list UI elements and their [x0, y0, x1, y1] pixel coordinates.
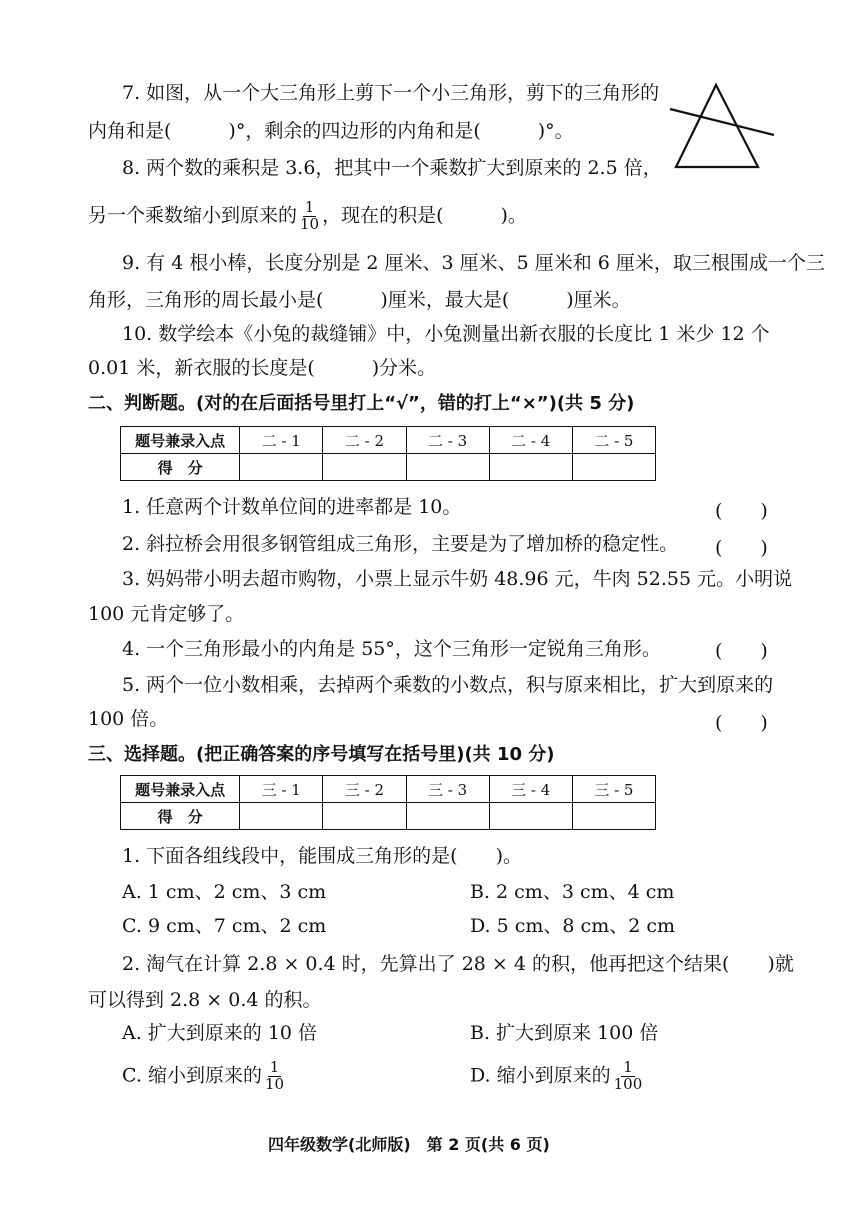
frac-num: 1 — [269, 1058, 280, 1076]
score-table-header-label: 题号兼录入点 — [121, 776, 240, 803]
score-table-score-label: 得 分 — [121, 803, 240, 830]
q8-frac-num: 1 — [304, 198, 315, 216]
score-table-col: 三 - 1 — [240, 776, 323, 803]
q10-line1: 10. 数学绘本《小兔的裁缝铺》中，小兔测量出新衣服的长度比 1 米少 12 个 — [122, 323, 770, 345]
judge-item-3-line1: 3. 妈妈带小明去超市购物，小票上显示牛奶 48.96 元，牛肉 52.55 元。小明说 — [122, 568, 793, 590]
score-table-col: 三 - 4 — [489, 776, 572, 803]
q8-line2-pre: 另一个乘数缩小到原来的 — [88, 204, 298, 227]
section3-title: 三、选择题。(把正确答案的序号填写在括号里)(共 10 分) — [88, 744, 555, 765]
score-table-col: 二 - 5 — [572, 427, 655, 454]
score-cell[interactable] — [572, 803, 655, 830]
q8-frac-den: 10 — [300, 214, 320, 233]
judge-item-5-line2: 100 倍。 — [88, 708, 169, 730]
score-table-col: 二 - 4 — [489, 427, 572, 454]
choice-q2-option-c[interactable] — [122, 1060, 287, 1093]
answer-paren[interactable]: ( ) — [715, 500, 768, 522]
score-table-col: 二 - 3 — [406, 427, 489, 454]
q8-line2-post: ，现在的积是( )。 — [322, 204, 527, 227]
choice-q1-stem: 1. 下面各组线段中，能围成三角形的是( )。 — [122, 845, 522, 867]
score-cell[interactable] — [240, 803, 323, 830]
answer-paren[interactable]: ( ) — [715, 712, 768, 734]
answer-paren[interactable]: ( ) — [715, 537, 768, 559]
score-cell[interactable] — [406, 454, 489, 481]
q9-line1: 9. 有 4 根小棒，长度分别是 2 厘米、3 厘米、5 厘米和 6 厘米，取三根围成一个三 — [122, 252, 825, 274]
page-footer: 四年级数学(北师版) 第 2 页(共 6 页) — [268, 1135, 550, 1154]
choice-q2-option-d[interactable] — [470, 1060, 645, 1093]
score-cell[interactable] — [323, 454, 406, 481]
choice-q2-option-b[interactable]: B. 扩大到原来 100 倍 — [470, 1022, 659, 1044]
score-table-col: 二 - 1 — [240, 427, 323, 454]
choice-q1-option-a[interactable]: A. 1 cm、2 cm、3 cm — [122, 881, 327, 903]
score-cell[interactable] — [406, 803, 489, 830]
score-cell[interactable] — [489, 803, 572, 830]
judge-item-5-line1: 5. 两个一位小数相乘，去掉两个乘数的小数点，积与原来相比，扩大到原来的 — [122, 674, 774, 696]
section2-score-table — [120, 426, 656, 481]
choice-q2-line2: 可以得到 2.8 × 0.4 的积。 — [88, 989, 322, 1011]
choice-q1-option-d[interactable]: D. 5 cm、8 cm、2 cm — [470, 915, 675, 937]
q8-fraction — [298, 200, 321, 233]
score-table-col: 三 - 2 — [323, 776, 406, 803]
frac-den: 100 — [613, 1074, 643, 1093]
choice-q2-option-a[interactable]: A. 扩大到原来的 10 倍 — [122, 1022, 318, 1044]
score-table-score-label: 得 分 — [121, 454, 240, 481]
judge-item-2: 2. 斜拉桥会用很多钢管组成三角形，主要是为了增加桥的稳定性。 — [122, 533, 679, 555]
score-table-col: 三 - 5 — [572, 776, 655, 803]
score-cell[interactable] — [323, 803, 406, 830]
option-d-fraction — [612, 1060, 645, 1093]
section2-title: 二、判断题。(对的在后面括号里打上“√”，错的打上“×”)(共 5 分) — [88, 393, 635, 414]
score-cell[interactable] — [240, 454, 323, 481]
frac-den: 10 — [264, 1074, 285, 1093]
option-c-text: C. 缩小到原来的 — [122, 1064, 262, 1087]
option-c-fraction — [263, 1060, 286, 1093]
score-cell[interactable] — [572, 454, 655, 481]
q7-line2: 内角和是( )°，剩余的四边形的内角和是( )°。 — [88, 120, 574, 142]
choice-q1-option-c[interactable]: C. 9 cm、7 cm、2 cm — [122, 915, 327, 937]
section3-score-table — [120, 775, 656, 830]
score-cell[interactable] — [489, 454, 572, 481]
frac-num: 1 — [623, 1058, 633, 1076]
triangle-figure — [668, 80, 778, 175]
score-table-header-label: 题号兼录入点 — [121, 427, 240, 454]
judge-item-4: 4. 一个三角形最小的内角是 55°，这个三角形一定锐角三角形。 — [122, 638, 661, 660]
q9-line2: 角形，三角形的周长最小是( )厘米，最大是( )厘米。 — [88, 289, 631, 311]
q7-line1: 7. 如图，从一个大三角形上剪下一个小三角形，剪下的三角形的 — [122, 82, 660, 104]
answer-paren[interactable]: ( ) — [715, 640, 768, 662]
score-table-col: 三 - 3 — [406, 776, 489, 803]
q8-line1: 8. 两个数的乘积是 3.6，把其中一个乘数扩大到原来的 2.5 倍， — [122, 157, 662, 179]
choice-q1-option-b[interactable]: B. 2 cm、3 cm、4 cm — [470, 881, 675, 903]
score-table-col: 二 - 2 — [323, 427, 406, 454]
judge-item-3-line2: 100 元肯定够了。 — [88, 603, 245, 625]
option-d-text: D. 缩小到原来的 — [470, 1064, 611, 1087]
q10-line2: 0.01 米，新衣服的长度是( )分米。 — [88, 357, 437, 379]
judge-item-1: 1. 任意两个计数单位间的进率都是 10。 — [122, 496, 462, 518]
q8-line2 — [88, 200, 527, 233]
choice-q2-line1: 2. 淘气在计算 2.8 × 0.4 时，先算出了 28 × 4 的积，他再把这个结果( )就 — [122, 953, 794, 975]
